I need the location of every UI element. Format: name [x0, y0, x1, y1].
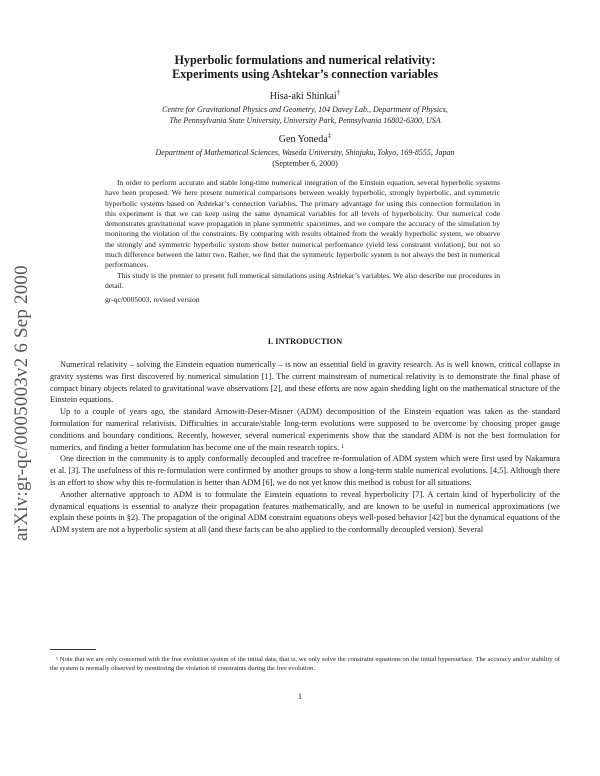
arxiv-identifier — [2, 238, 42, 568]
author-1-affiliation — [50, 104, 560, 126]
revision-note: gr-qc/0005003, revised version — [105, 295, 200, 304]
abstract — [105, 178, 500, 291]
footnote-text: ¹ Note that we are only concerned with the free evolution system of the initial data, that is, we only solve the constraint equations on the initial hypersurface. The accuracy and/or stability of the system is normally observed by monitoring the violation of constraints during the free evolution. — [50, 656, 560, 673]
author-1-affiliation-line-2: The Pennsylvania State University, University Park, Pennsylvania 16802-6300, USA — [169, 116, 441, 125]
section-heading: I. INTRODUCTION — [267, 337, 343, 346]
title-line-1: Hyperbolic formulations and numerical relativity: — [174, 53, 436, 67]
author-2-mark: ‡ — [327, 131, 332, 140]
body-paragraph-1: Numerical relativity – solving the Einstein equation numerically – is now an essential field in gravity research. As is well known, critical collapse in gravity systems was first discovered by numerical simulation [1]. The current mainstream of numerical relativity is to demonstrate the final phase of compact binary objects related to gravitational wave observations [2], and these efforts are now again shedding light on the mathematical structure of the Einstein equations. — [50, 360, 560, 405]
title-line-2: Experiments using Ashtekar’s connection variables — [172, 67, 438, 81]
author-2 — [50, 131, 560, 145]
author-2-affiliation-line-1: Department of Mathematical Sciences, Waseda University, Shinjuku, Tokyo, 169-8555, Japan — [155, 148, 455, 157]
footnote-rule — [50, 649, 96, 650]
paper-date: (September 6, 2000) — [272, 159, 338, 168]
page-number: 1 — [298, 692, 302, 701]
arxiv-identifier-text: arXiv:gr-qc/0005003v2 6 Sep 2000 — [11, 265, 32, 541]
author-1-name: Hisa-aki Shinkai — [269, 91, 337, 102]
author-2-name: Gen Yoneda — [278, 134, 328, 145]
body-paragraph-3: One direction in the community is to apply conformally decoupled and tracefree re-formulation of ADM system which were first used by Nakamura et al. [3]. The usefulness of this re-formulation were confirmed by another groups to show a long-term stable numerical evolutions. [4,5]. Although there is an effort to show why this re-formulation is better than ADM [6], we do not yet know this method is robust for all situations. — [50, 454, 560, 487]
footnote — [50, 655, 560, 674]
abstract-paragraph-1: In order to perform accurate and stable long-time numerical integration of the Einstein equation, several hyperbolic systems have been proposed. We here present numerical comparisons between weakly hyperbolic, strongly hyperbolic, and symmetric hyperbolic systems based on Ashtekar’s connection variables. The primary advantage for using this connection formulation in this experiment is that we can keep using the same dynamical variables for all levels of hyperbolicity. Our numerical code demonstrates gravitational wave propagation in plane symmetric spacetimes, and we compare the accuracy of the simulation by monitoring the violation of the constraints. By comparing with results obtained from the weakly hyperbolic system, we observe the strongly and symmetric hyperbolic system show better numerical performance (yield less constraint violation), but not so much difference between the latter two. Rather, we find that the symmetric hyperbolic system is not always the best in numerical performances. — [105, 178, 500, 270]
paper-title — [50, 53, 560, 81]
abstract-paragraph-2: This study is the premier to present full numerical simulations using Ashtekar’s variables. We also describe our procedures in detail. — [105, 270, 500, 290]
body-text — [50, 359, 560, 536]
author-1 — [50, 88, 560, 102]
author-1-mark: † — [336, 88, 341, 97]
body-paragraph-2: Up to a couple of years ago, the standard Arnowitt-Deser-Misner (ADM) decomposition of the Einstein equation was taken as the standard formulation for numerical relativists. Difficulties in accurate/stable long-term evolutions were supposed to be overcome by choosing proper gauge conditions and boundary conditions. Recently, however, several numerical experiments show that the standard ADM is not the best formulation for numerics, and finding a better formulation has become one of the main research topics. ¹ — [50, 407, 560, 452]
author-1-affiliation-line-1: Centre for Gravitational Physics and Geometry, 104 Davey Lab., Department of Physics, — [162, 105, 448, 114]
author-2-affiliation — [50, 147, 560, 158]
body-paragraph-4: Another alternative approach to ADM is to formulate the Einstein equations to reveal hyperbolicity [7]. A certain kind of hyperbolicity of the dynamical equations is essential to analyze their propagation features mathematically, and are known to be useful in numerical approximations (we explain these points in §2). The propagation of the original ADM constraint equations obeys well-posed behavior [42] but the dynamical equations of the ADM system are not a hyperbolic system at all (and these facts can be also applied to the conformally decoupled version). Several — [50, 489, 560, 535]
